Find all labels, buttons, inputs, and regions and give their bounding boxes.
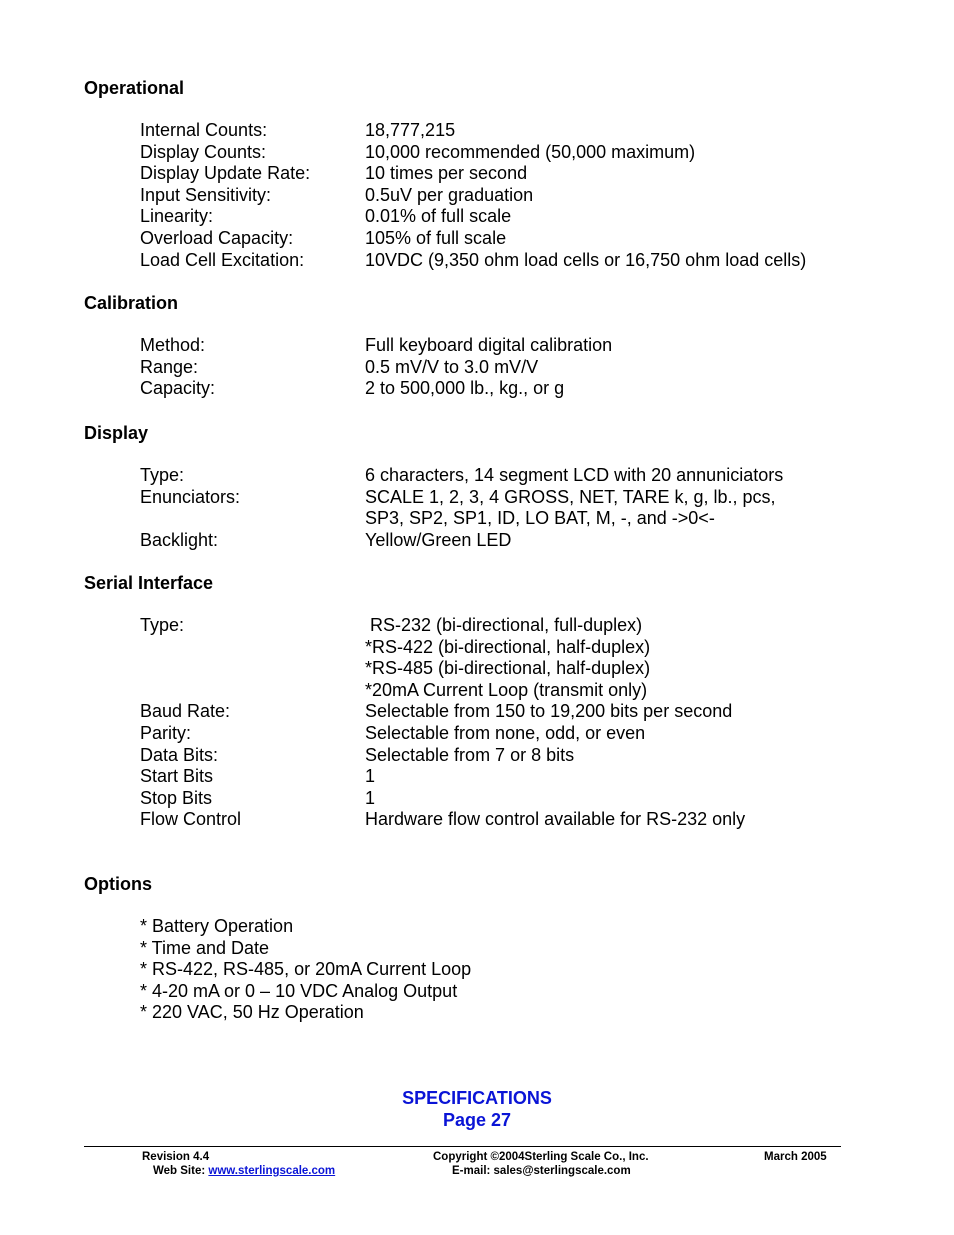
calibration-heading: Calibration [84, 293, 179, 313]
spec-value: Yellow/Green LED [365, 529, 512, 550]
footer-divider [84, 1146, 841, 1147]
spec-label: Overload Capacity: [140, 227, 294, 248]
spec-label: Capacity: [140, 378, 216, 399]
spec-value: 10VDC (9,350 ohm load cells or 16,750 ohm load cells) [365, 249, 807, 270]
operational-heading: Operational [84, 78, 185, 98]
spec-label: Linearity: [140, 206, 214, 227]
spec-value: 0.5 mV/V to 3.0 mV/V [365, 356, 539, 377]
spec-value: 0.5uV per graduation [365, 184, 534, 205]
spec-label: Display Counts: [140, 141, 267, 162]
spec-value: 1 [365, 766, 376, 787]
section-title: SPECIFICATIONS [402, 1088, 552, 1108]
options-heading: Options [84, 874, 152, 894]
spec-value: 6 characters, 14 segment LCD with 20 annuniciators [365, 465, 784, 485]
page-number: Page 27 [442, 1110, 512, 1130]
list-item: * Battery Operation [140, 916, 294, 936]
copyright-text: Copyright ©2004Sterling Scale Co., Inc. [433, 1151, 649, 1163]
email-text: E-mail: sales@sterlingscale.com [452, 1165, 631, 1177]
spec-label: Input Sensitivity: [140, 184, 272, 205]
spec-value: *20mA Current Loop (transmit only) [365, 679, 648, 700]
list-item: * Time and Date [140, 937, 270, 958]
spec-label: Baud Rate: [140, 701, 231, 722]
spec-value: Selectable from none, odd, or even [365, 722, 646, 743]
spec-label: Data Bits: [140, 744, 219, 765]
spec-label: Display Update Rate: [140, 163, 311, 184]
serial-interface-heading: Serial Interface [84, 573, 214, 593]
spec-label: Backlight: [140, 529, 219, 550]
spec-value: Selectable from 150 to 19,200 bits per second [365, 701, 733, 722]
spec-value: *RS-422 (bi-directional, half-duplex) [365, 636, 651, 657]
spec-value: SCALE 1, 2, 3, 4 GROSS, NET, TARE k, g, lb., pcs, [365, 486, 776, 507]
date-text: March 2005 [764, 1151, 827, 1163]
spec-label: Internal Counts: [140, 120, 268, 140]
list-item: * 220 VAC, 50 Hz Operation [140, 1002, 364, 1023]
spec-value: 0.01% of full scale [365, 206, 512, 227]
spec-value: RS-232 (bi-directional, full-duplex) [365, 615, 643, 635]
spec-value: Hardware flow control available for RS-232 only [365, 809, 746, 830]
spec-label: Type: [140, 615, 185, 635]
spec-value: *RS-485 (bi-directional, half-duplex) [365, 658, 651, 679]
spec-label: Load Cell Excitation: [140, 249, 305, 270]
list-item: * RS-422, RS-485, or 20mA Current Loop [140, 959, 472, 980]
list-item: * 4-20 mA or 0 – 10 VDC Analog Output [140, 980, 458, 1001]
options-list [140, 916, 471, 1024]
spec-value: Full keyboard digital calibration [365, 335, 613, 355]
spec-value: 10,000 recommended (50,000 maximum) [365, 141, 696, 162]
spec-value: 1 [365, 787, 376, 808]
website-line [153, 1164, 335, 1178]
spec-value: 105% of full scale [365, 227, 507, 248]
spec-label: Flow Control [140, 809, 242, 830]
website-label: Web Site: [153, 1165, 209, 1177]
spec-label: Stop Bits [140, 787, 213, 808]
spec-label: Type: [140, 465, 185, 485]
spec-value: 18,777,215 [365, 120, 456, 140]
spec-label: Parity: [140, 722, 192, 743]
spec-label: Method: [140, 335, 206, 355]
website-link[interactable]: www.sterlingscale.com [208, 1165, 336, 1177]
spec-value: SP3, SP2, SP1, ID, LO BAT, M, -, and ->0<- [365, 508, 715, 529]
spec-value: Selectable from 7 or 8 bits [365, 744, 575, 765]
revision-text: Revision 4.4 [142, 1151, 210, 1163]
spec-label: Range: [140, 356, 199, 377]
spec-value: 10 times per second [365, 163, 528, 184]
display-heading: Display [84, 423, 149, 443]
spec-label: Enunciators: [140, 486, 241, 507]
spec-value: 2 to 500,000 lb., kg., or g [365, 378, 565, 399]
spec-label: Start Bits [140, 766, 214, 787]
